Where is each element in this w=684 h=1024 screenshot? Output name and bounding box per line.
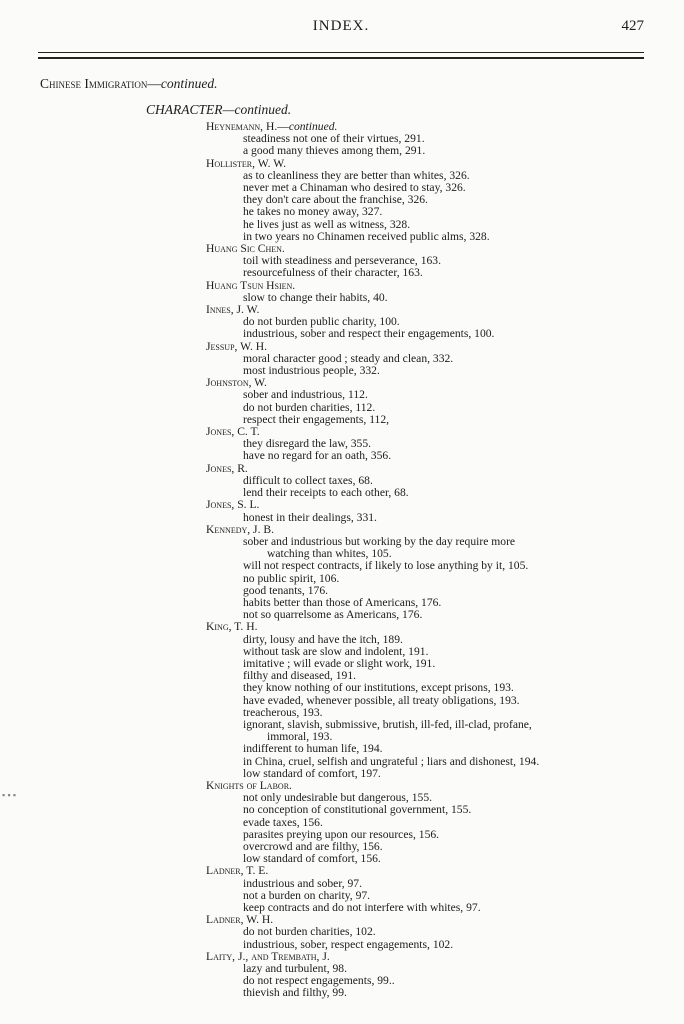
- index-item: have evaded, whenever possible, all treaty obligations, 193.: [243, 693, 520, 707]
- index-item: do not burden charities, 112.: [243, 400, 376, 414]
- header-rule-bottom: [38, 57, 644, 59]
- witness-label: Ladner, T. E.: [206, 864, 269, 878]
- index-item: evade taxes, 156.: [243, 815, 323, 829]
- index-item-continuation: watching than whites, 105.: [267, 547, 392, 561]
- witness-label: Laity, J., and Trembath, J.: [206, 949, 330, 963]
- witness-name: [0, 621, 684, 633]
- index-item: not a burden on charity, 97.: [243, 888, 371, 902]
- index-item: he lives just as well as witness, 328.: [243, 217, 411, 231]
- index-item: they don't care about the franchise, 326.: [243, 193, 428, 207]
- index-item: parasites preying upon our resources, 156.: [243, 827, 440, 841]
- index-item: overcrowd and are filthy, 156.: [243, 839, 383, 853]
- index-item: never met a Chinaman who desired to stay, 326.: [243, 181, 466, 195]
- index-entries: [0, 121, 684, 1000]
- index-item: have no regard for an oath, 356.: [243, 449, 392, 463]
- index-item-continuation: immoral, 193.: [267, 730, 333, 744]
- index-item: not so quarrelsome as Americans, 176.: [243, 608, 423, 622]
- index-item: moral character good ; steady and clean, 332.: [243, 351, 454, 365]
- witness-label: Knights of Labor.: [206, 778, 292, 792]
- index-item: in two years no Chinamen received public alms, 328.: [243, 229, 490, 243]
- index-item: no conception of constitutional government, 155.: [243, 803, 472, 817]
- index-item: ignorant, slavish, submissive, brutish, ill-fed, ill-clad, profane, immoral, 193.: [0, 719, 684, 743]
- witness-label: Jones, R.: [206, 461, 248, 475]
- witness-label: Hollister, W. W.: [206, 156, 286, 170]
- index-item: industrious, sober and respect their engagements, 100.: [243, 327, 495, 341]
- index-item: slow to change their habits, 40.: [243, 290, 388, 304]
- witness-name: [0, 499, 684, 511]
- index-item: habits better than those of Americans, 176.: [243, 595, 442, 609]
- index-item: low standard of comfort, 197.: [243, 766, 381, 780]
- index-item: resourcefulness of their character, 163.: [243, 266, 423, 280]
- index-item: do not respect engagements, 99..: [243, 974, 395, 988]
- witness-label: Ladner, W. H.: [206, 913, 274, 927]
- running-head: INDEX.: [312, 18, 370, 34]
- index-item: low standard of comfort, 156.: [243, 852, 381, 866]
- witness-label: Heynemann, H.—: [206, 120, 289, 133]
- index-item: filthy and diseased, 191.: [243, 669, 357, 683]
- section-heading: [40, 76, 218, 92]
- witness-label: Jones, C. T.: [206, 425, 260, 439]
- section-name: Chinese Immigration—: [40, 76, 161, 91]
- witness-name: [0, 865, 684, 877]
- witness-label: Huang Tsun Hsien.: [206, 278, 296, 292]
- index-item: industrious, sober, respect engagements, 102.: [243, 937, 454, 951]
- witness-name: [0, 280, 684, 292]
- index-item: as to cleanliness they are better than whites, 326.: [243, 168, 470, 182]
- section-suffix: continued.: [160, 76, 218, 91]
- witness-name: [0, 158, 684, 170]
- index-item: they disregard the law, 355.: [243, 437, 372, 451]
- index-item: dirty, lousy and have the itch, 189.: [243, 632, 403, 646]
- index-item: lend their receipts to each other, 68.: [243, 486, 409, 500]
- index-item: most industrious people, 332.: [243, 364, 380, 378]
- index-item: no public spirit, 106.: [243, 571, 340, 585]
- index-item: in China, cruel, selfish and ungrateful ; liars and dishonest, 194.: [243, 754, 540, 768]
- witness-label: Johnston, W.: [206, 376, 267, 390]
- index-item: will not respect contracts, if likely to lose anything by it, 105.: [243, 559, 529, 573]
- index-item: he takes no money away, 327.: [243, 205, 383, 219]
- index-item: not only undesirable but dangerous, 155.: [243, 791, 433, 805]
- index-item: do not burden charities, 102.: [243, 925, 376, 939]
- index-item: a good many thieves among them, 291.: [243, 144, 426, 158]
- witness-suffix: continued.: [288, 120, 338, 133]
- index-item: difficult to collect taxes, 68.: [243, 473, 373, 487]
- index-item: thievish and filthy, 99.: [243, 986, 347, 1000]
- index-item: keep contracts and do not interfere with whites, 97.: [243, 901, 481, 914]
- index-item: treacherous, 193.: [243, 705, 323, 719]
- index-item: good tenants, 176.: [243, 583, 329, 597]
- index-item: indifferent to human life, 194.: [243, 742, 383, 756]
- index-item: sober and industrious but working by the day require more watching than whites, 105.: [0, 536, 684, 560]
- index-item: imitative ; will evade or slight work, 191.: [243, 656, 436, 670]
- page-header: [38, 18, 644, 38]
- index-item: they know nothing of our institutions, except prisons, 193.: [243, 681, 514, 695]
- witness-label: Innes, J. W.: [206, 303, 260, 317]
- index-item: toil with steadiness and perseverance, 163.: [243, 254, 441, 268]
- subsection-heading: CHARACTER—continued.: [146, 102, 292, 117]
- index-item: without task are slow and indolent, 191.: [243, 644, 429, 658]
- index-item: do not burden public charity, 100.: [243, 315, 400, 329]
- index-item: lazy and turbulent, 98.: [243, 962, 347, 976]
- witness-label: King, T. H.: [206, 620, 258, 634]
- index-item: sober and industrious, 112.: [243, 388, 368, 402]
- witness-label: Jones, S. L.: [206, 498, 260, 512]
- index-item: honest in their dealings, 331.: [243, 510, 377, 524]
- index-item: respect their engagements, 112,: [243, 412, 390, 426]
- page-number: 427: [621, 18, 644, 34]
- witness-label: Kennedy, J. B.: [206, 522, 274, 536]
- witness-label: Huang Sic Chen.: [206, 242, 285, 256]
- witness-label: Jessup, W. H.: [206, 339, 268, 353]
- index-item: industrious and sober, 97.: [243, 876, 363, 890]
- index-item: steadiness not one of their virtues, 291.: [243, 132, 425, 146]
- header-rule-top: [38, 52, 644, 53]
- margin-mark: ▪ ▪ ▪: [2, 790, 17, 800]
